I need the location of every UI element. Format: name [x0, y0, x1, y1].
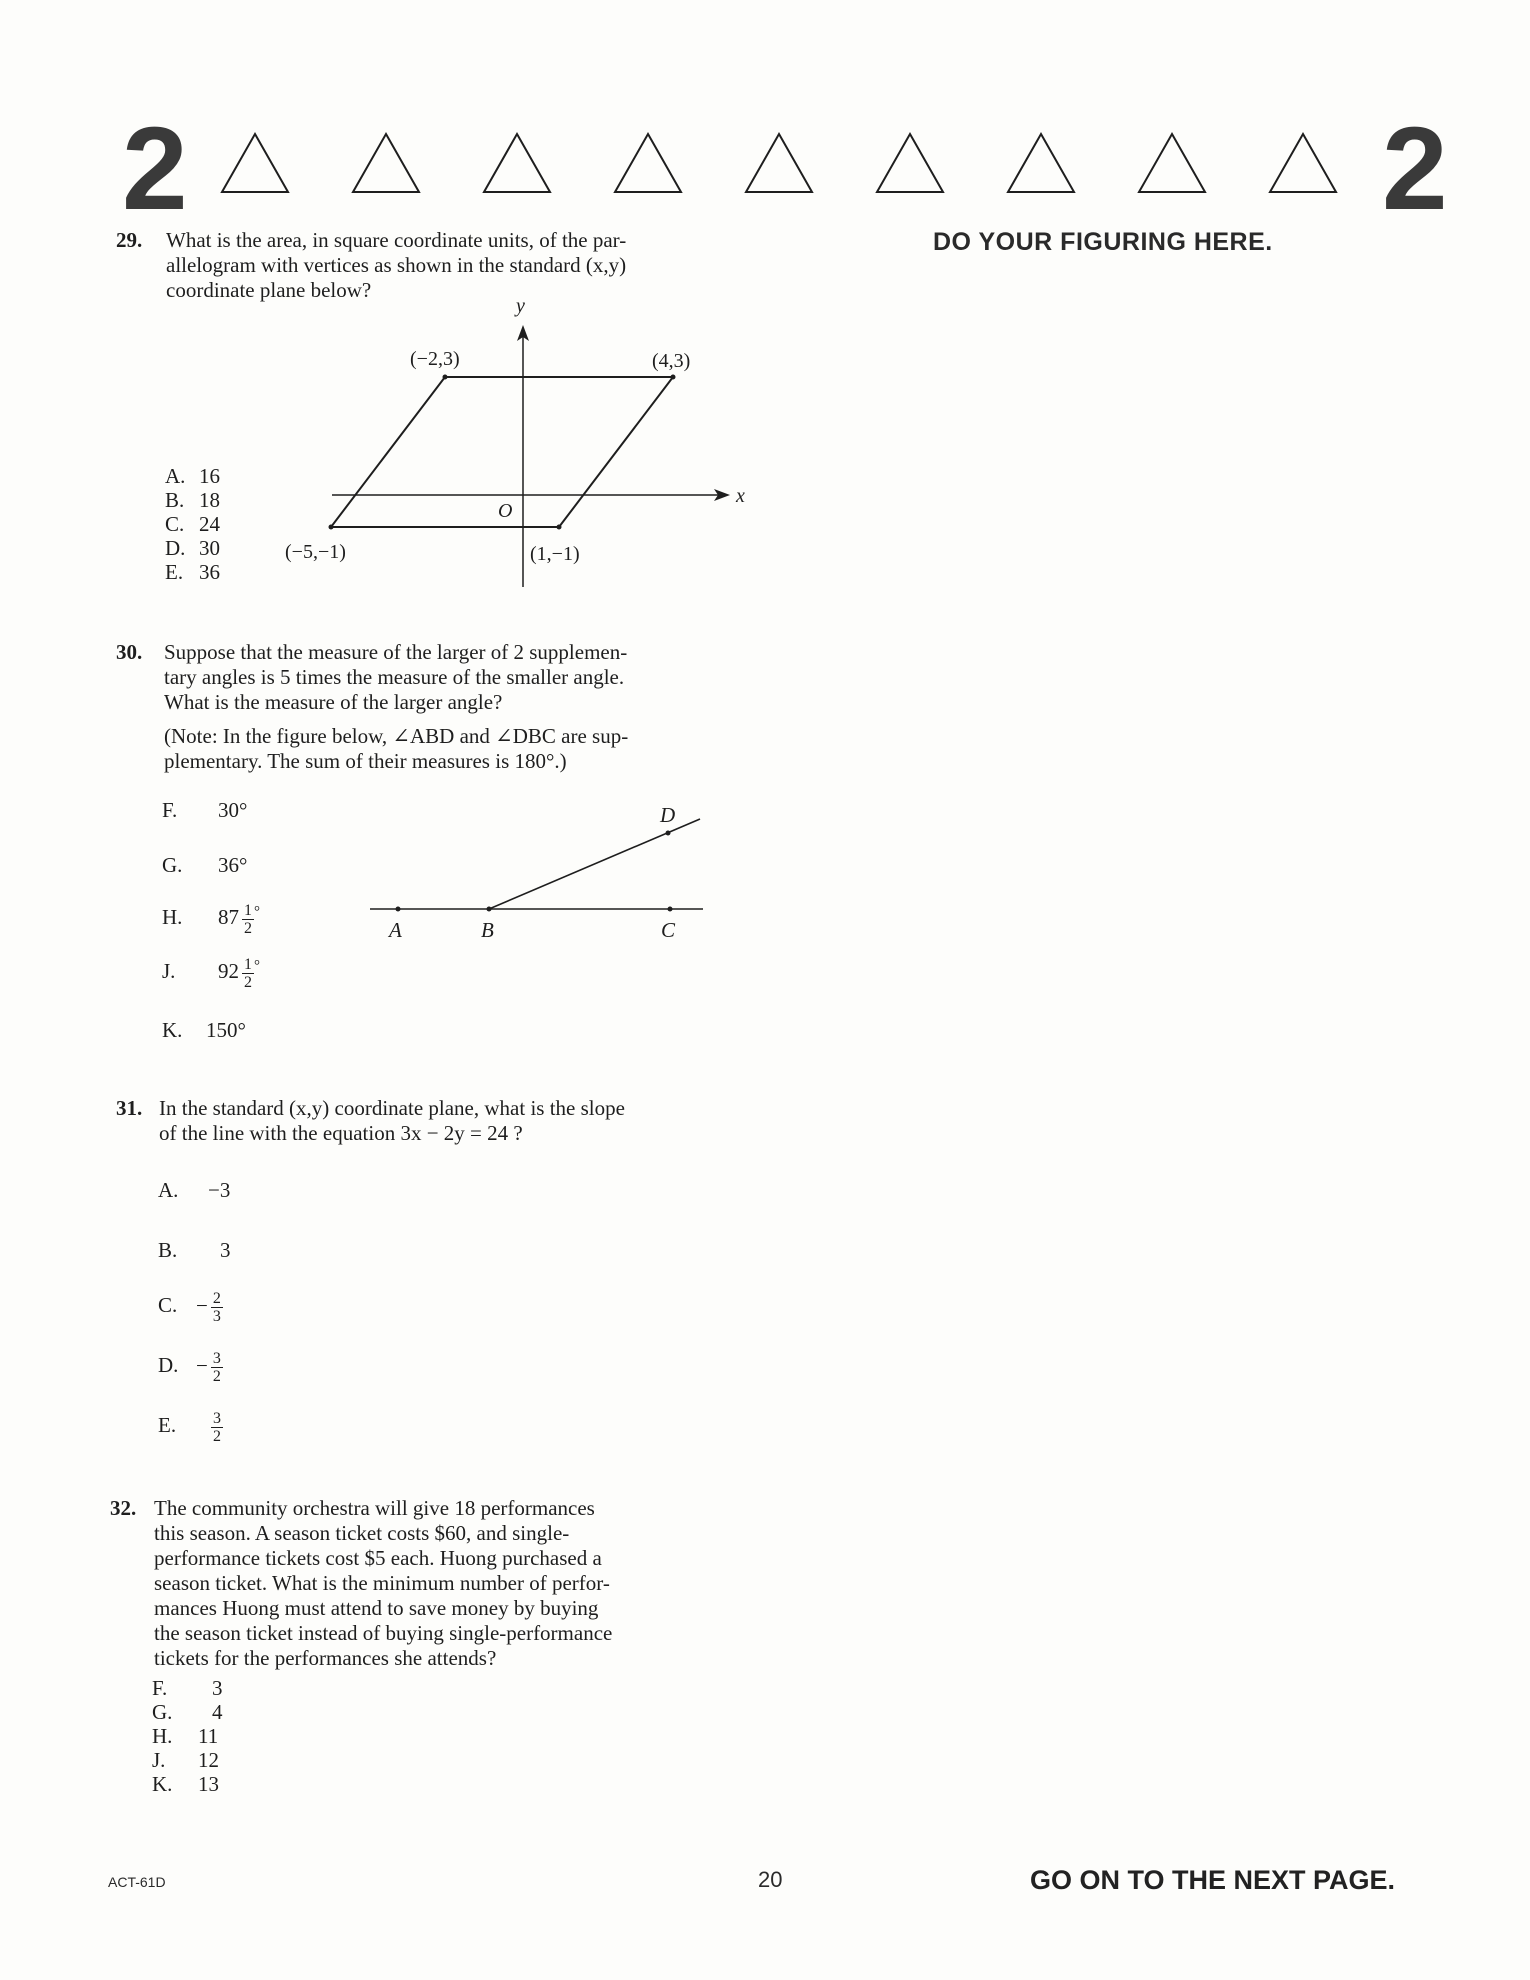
point-b — [487, 907, 492, 912]
form-code: ACT-61D — [108, 1874, 166, 1890]
answer-choice[interactable]: B. 18 — [165, 488, 220, 512]
answer-choice[interactable]: A. 16 — [165, 464, 220, 488]
point-label: A — [389, 918, 402, 942]
header-triangles — [215, 128, 1375, 198]
triangle-icon — [1008, 134, 1074, 192]
next-page-instruction: GO ON TO THE NEXT PAGE. — [1030, 1865, 1396, 1895]
vertex-point — [557, 525, 562, 530]
answer-choice[interactable]: B. 3 — [158, 1238, 231, 1262]
question-31 — [116, 1096, 776, 1156]
vertex-point — [671, 375, 676, 380]
vertex-label: (−5,−1) — [285, 541, 346, 563]
question-number: 32. — [110, 1496, 137, 1520]
answer-choice[interactable]: J. 12 — [152, 1748, 219, 1772]
answer-choice[interactable]: D. 30 — [165, 536, 220, 560]
answer-choice[interactable]: K. 13 — [152, 1772, 219, 1796]
question-32 — [110, 1496, 790, 1676]
vertex-label: (−2,3) — [410, 348, 460, 370]
parallelogram-figure — [280, 295, 750, 590]
answer-choice[interactable]: J. 92 $\frac{1}{2}$ ° — [162, 955, 260, 991]
answer-choices — [152, 1676, 252, 1801]
triangle-icon — [877, 134, 943, 192]
answer-choice[interactable]: H. 87 $\frac{1}{2}$ ° — [162, 901, 260, 937]
answer-choice[interactable]: H. 11 — [152, 1724, 219, 1748]
point-label: D — [660, 803, 676, 827]
point-c — [668, 907, 673, 912]
supplementary-angles-figure — [365, 800, 715, 950]
question-stem: In the standard (x,y) coordinate plane, what is the slope of the line with the equation 3x − 2y = 24 ? — [159, 1096, 625, 1145]
answer-choices — [158, 1178, 298, 1453]
triangle-icon — [746, 134, 812, 192]
answer-choice[interactable]: C. − $\frac{2}{3}$ — [158, 1290, 221, 1325]
answer-choice[interactable]: D. − $\frac{3}{2}$ — [158, 1350, 221, 1385]
answer-choice[interactable]: K. 150° — [162, 1018, 246, 1042]
point-label: C — [661, 918, 676, 942]
question-number: 29. — [116, 228, 143, 252]
answer-choice[interactable]: F. 3 — [152, 1676, 223, 1700]
origin-label: O — [498, 500, 513, 522]
vertex-point — [443, 375, 448, 380]
answer-choices — [165, 464, 265, 594]
triangle-icon — [484, 134, 550, 192]
page-number: 20 — [758, 1867, 783, 1892]
question-stem: What is the area, in square coordinate units, of the par- allelogram with vertices as shown in the standard (x,y) coordinate plane below? — [166, 228, 627, 302]
answer-choice[interactable]: F. 30° — [162, 798, 248, 822]
point-label: B — [481, 918, 494, 942]
point-a — [396, 907, 401, 912]
vertex-label: (4,3) — [652, 350, 691, 372]
answer-choices — [162, 798, 302, 1048]
question-30 — [116, 640, 776, 790]
triangle-icon — [615, 134, 681, 192]
vertex-point — [329, 525, 334, 530]
x-axis-label: x — [736, 485, 745, 507]
answer-choice[interactable]: G. 36° — [162, 853, 248, 877]
triangle-icon — [222, 134, 288, 192]
figuring-heading: DO YOUR FIGURING HERE. — [933, 228, 1273, 256]
vertex-label: (1,−1) — [530, 543, 580, 565]
question-note: plementary. The sum of their measures is 180°.) — [164, 749, 567, 773]
triangle-icon — [1270, 134, 1336, 192]
section-number-left: 2 — [122, 103, 188, 235]
y-axis-label: y — [516, 295, 525, 317]
triangle-icon — [1139, 134, 1205, 192]
question-stem: The community orchestra will give 18 performances this season. A season ticket costs $60, and single- performance tickets cost $5 each. Huong purchased a season ticket. What is the minimum number of perfor- mances Huong must attend to save money by buying the season ticket instead of buying single-performance tickets for the performances she attends? — [154, 1496, 613, 1670]
triangle-icon — [353, 134, 419, 192]
answer-choice[interactable]: E. 36 — [165, 560, 220, 584]
answer-choice[interactable]: C. 24 — [165, 512, 220, 536]
question-number: 31. — [116, 1096, 143, 1120]
answer-choice[interactable]: E. $\frac{3}{2}$ — [158, 1410, 221, 1445]
answer-choice[interactable]: G. 4 — [152, 1700, 223, 1724]
question-note: (Note: In the figure below, ∠ABD and ∠DBC are sup- — [164, 724, 629, 748]
section-number-right: 2 — [1382, 103, 1448, 235]
point-d — [666, 831, 671, 836]
answer-choice[interactable]: A. −3 — [158, 1178, 231, 1202]
question-number: 30. — [116, 640, 143, 664]
question-stem: Suppose that the measure of the larger of 2 supplemen- tary angles is 5 times the measure of the smaller angle. What is the measure of the larger angle? (Note: In the figure below, ∠ABD and ∠DBC are sup- plementary. The sum of their measures is 180°.) — [164, 640, 629, 773]
